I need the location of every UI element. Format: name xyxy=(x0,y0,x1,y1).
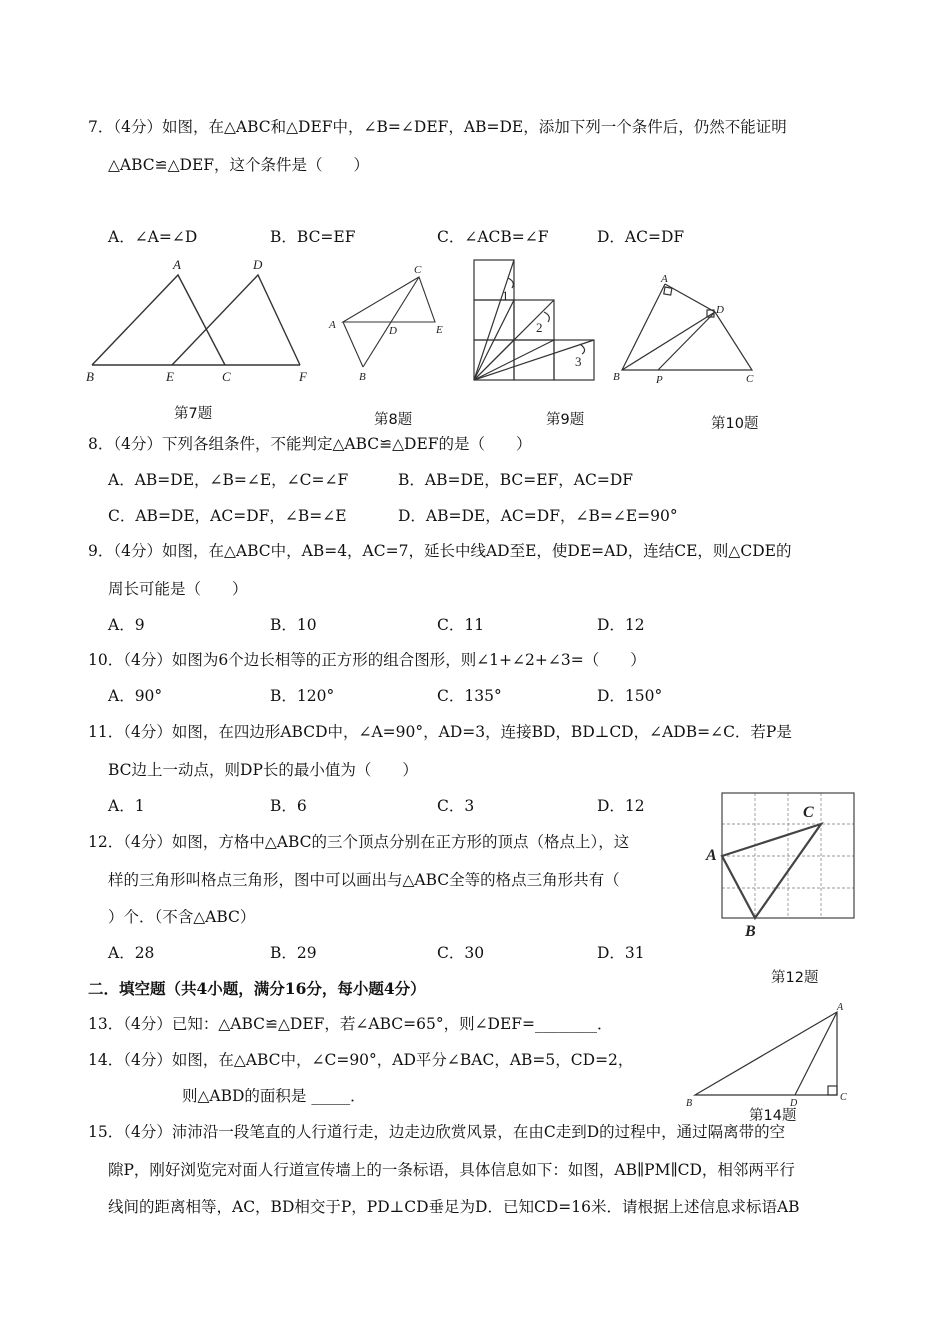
fig10-line-pd xyxy=(658,312,715,370)
fig8-label-d: D xyxy=(389,325,397,337)
section-2-heading: 二．填空题（共4小题，满分16分，每小题4分） xyxy=(88,979,426,998)
fig8-label-c: C xyxy=(414,264,422,276)
fig9-square-6 xyxy=(554,340,594,380)
fig7-triangle-abc xyxy=(92,275,225,365)
fig12-caption: 第12题 xyxy=(771,970,819,986)
q7-line1: 7．（4分）如图，在△ABC和△DEF中，∠B=∠DEF，AB=DE，添加下列一个条件后，仍然不能证明 xyxy=(88,118,787,136)
figure-12 xyxy=(705,790,865,940)
fig10-label-d: D xyxy=(716,304,724,316)
q8-option-d: D．AB=DE，AC=DF，∠B=∠E=90° xyxy=(398,507,678,525)
figure-10 xyxy=(610,272,760,387)
fig10-label-c: C xyxy=(746,373,754,385)
q12-option-c: C．30 xyxy=(437,944,485,962)
fig12-triangle-abc xyxy=(722,824,821,918)
q11-option-a: A．1 xyxy=(108,797,145,815)
q7-option-c: C．∠ACB=∠F xyxy=(437,228,549,246)
q12-option-d: D．31 xyxy=(597,944,645,962)
q10-option-d: D．150° xyxy=(597,687,663,705)
q7-option-d: D．AC=DF xyxy=(597,228,685,246)
q7-option-b: B．BC=EF xyxy=(270,228,356,246)
q12-line3: ）个．（不含△ABC） xyxy=(108,908,256,926)
fig14-caption: 第14题 xyxy=(749,1108,797,1124)
q11-line2: BC边上一动点，则DP长的最小值为（ ） xyxy=(108,761,418,779)
q11-line1: 11．（4分）如图，在四边形ABCD中，∠A=90°，AD=3，连接BD，BD⊥CD，∠ADB=∠C．若P是 xyxy=(88,723,792,741)
q14-line1: 14．（4分）如图，在△ABC中，∠C=90°，AD平分∠BAC，AB=5，CD=2， xyxy=(88,1051,634,1069)
fig14-label-c: C xyxy=(840,1092,847,1103)
fig7-caption: 第7题 xyxy=(174,406,213,422)
q15-line1: 15．（4分）沛沛沿一段笔直的人行道行走，边走边欣赏风景，在由C走到D的过程中，通过隔离带的空 xyxy=(88,1123,786,1141)
q9-option-b: B．10 xyxy=(270,616,317,634)
q11-option-c: C．3 xyxy=(437,797,475,815)
q12-line1: 12．（4分）如图，方格中△ABC的三个顶点分别在正方形的顶点（格点上），这 xyxy=(88,833,630,851)
q11-option-b: B．6 xyxy=(270,797,307,815)
fig8-caption: 第8题 xyxy=(374,412,413,428)
fig7-triangle-def xyxy=(172,275,300,365)
fig9-label-2: 2 xyxy=(536,320,543,335)
fig7-label-d: D xyxy=(253,257,263,272)
q8-stem: 8．（4分）下列各组条件，不能判定△ABC≌△DEF的是（ ） xyxy=(88,435,532,453)
fig10-label-a: A xyxy=(661,273,668,285)
fig14-label-d: D xyxy=(790,1098,798,1109)
q8-option-b: B．AB=DE，BC=EF，AC=DF xyxy=(398,471,634,489)
q10-option-c: C．135° xyxy=(437,687,502,705)
q7-line2: △ABC≌△DEF，这个条件是（ ） xyxy=(108,156,370,174)
q9-option-c: C．11 xyxy=(437,616,485,634)
fig8-line-ab xyxy=(343,322,363,367)
fig7-label-c: C xyxy=(222,369,231,384)
q8-option-c: C．AB=DE，AC=DF，∠B=∠E xyxy=(108,507,347,525)
fig9-label-3: 3 xyxy=(575,354,582,369)
fig12-label-a: A xyxy=(706,847,717,864)
q9-option-a: A．9 xyxy=(108,616,145,634)
fig10-label-p: P xyxy=(656,374,663,386)
fig8-label-b: B xyxy=(359,371,366,383)
fig14-label-b: B xyxy=(686,1098,693,1109)
q7-option-a: A．∠A=∠D xyxy=(108,228,198,246)
figure-9 xyxy=(472,258,602,383)
figure-7 xyxy=(80,255,320,390)
fig10-right-angle-a xyxy=(664,287,672,295)
fig9-label-1: 1 xyxy=(502,288,509,303)
q9-line1: 9．（4分）如图，在△ABC中，AB=4，AC=7，延长中线AD至E，使DE=AD，连结CE，则△CDE的 xyxy=(88,542,792,560)
q10-stem: 10．（4分）如图为6个边长相等的正方形的组合图形，则∠1+∠2+∠3=（ ） xyxy=(88,651,646,669)
fig7-label-f: F xyxy=(299,369,307,384)
fig12-label-c: C xyxy=(803,804,814,821)
fig9-caption: 第9题 xyxy=(546,412,585,428)
fig8-label-e: E xyxy=(436,324,443,336)
q9-line2: 周长可能是（ ） xyxy=(108,580,248,598)
figure-14 xyxy=(680,1000,855,1110)
fig12-label-b: B xyxy=(745,923,756,940)
fig12-grid xyxy=(722,793,854,918)
fig14-label-a: A xyxy=(837,1002,844,1013)
q9-option-d: D．12 xyxy=(597,616,645,634)
fig10-quadrilateral xyxy=(622,284,752,370)
q13-stem: 13．（4分）已知：△ABC≌△DEF，若∠ABC=65°，则∠DEF=________． xyxy=(88,1015,613,1033)
fig8-label-a: A xyxy=(329,319,336,331)
q15-line3: 线间的距离相等，AC，BD相交于P，PD⊥CD垂足为D．已知CD=16米．请根据上述信息求标语AB xyxy=(108,1198,800,1216)
q14-line2: 则△ABD的面积是 _____． xyxy=(182,1087,366,1105)
fig7-label-a: A xyxy=(173,257,181,272)
q12-option-b: B．29 xyxy=(270,944,317,962)
fig14-right-angle-c xyxy=(828,1086,837,1095)
fig10-caption: 第10题 xyxy=(711,416,759,432)
fig7-label-b: B xyxy=(86,369,94,384)
q15-line2: 隙P，刚好浏览完对面人行道宣传墙上的一条标语，具体信息如下：如图，AB∥PM∥CD，相邻两平行 xyxy=(108,1161,795,1179)
q12-line2: 样的三角形叫格点三角形，图中可以画出与△ABC全等的格点三角形共有（ xyxy=(108,871,620,889)
fig10-label-b: B xyxy=(613,371,620,383)
figure-8 xyxy=(325,262,455,382)
fig8-triangle-ace xyxy=(343,277,435,322)
q11-option-d: D．12 xyxy=(597,797,645,815)
fig7-label-e: E xyxy=(166,369,174,384)
q12-option-a: A．28 xyxy=(108,944,155,962)
q8-option-a: A．AB=DE，∠B=∠E，∠C=∠F xyxy=(108,471,349,489)
q10-option-a: A．90° xyxy=(108,687,163,705)
q10-option-b: B．120° xyxy=(270,687,335,705)
